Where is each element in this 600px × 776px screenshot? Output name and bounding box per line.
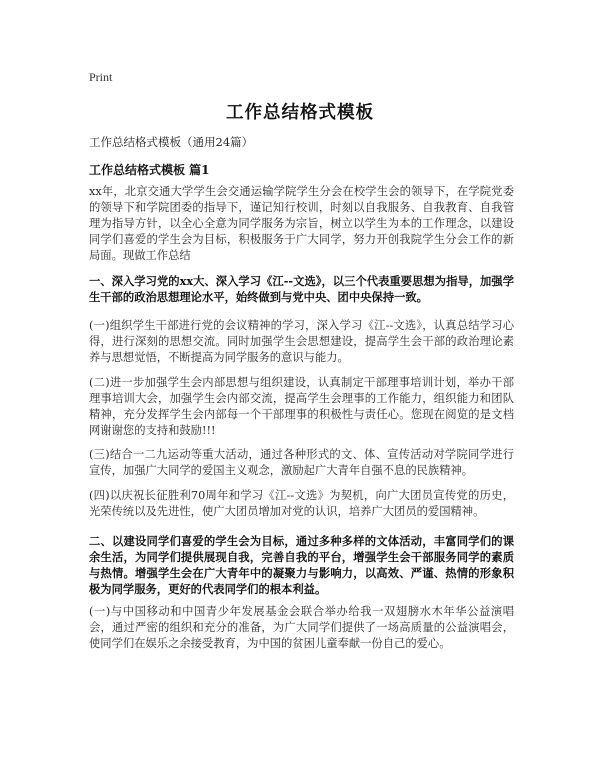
page-title: 工作总结格式模板 bbox=[226, 103, 374, 123]
paragraph-item-1: (一)组织学生干部进行党的会议精神的学习，深入学习《江--文选》，认真总结学习心得，进行深刻的思想交流。同时加强学生会思想建设，提高学生会干部的政治理论素养与思想觉悟，不断提高为同学服务的意识与能力。 bbox=[89, 319, 514, 364]
print-link[interactable]: Print bbox=[89, 70, 113, 84]
paragraph-item-5: (一)与中国移动和中国青少年发展基金会联合举办给我一双翅膀水木年华公益演唱会，通过严密的组织和充分的准备，为广大同学们提供了一场高质量的公益演唱会，使同学们在娱乐之余接受教育，为中国的贫困儿童奉献一份自己的爱心。 bbox=[89, 605, 514, 650]
document-subtitle: 工作总结格式模板（通用24篇） bbox=[89, 135, 254, 149]
paragraph-intro: xx年，北京交通大学学生会交通运输学院学生分会在校学生会的领导下，在学院党委的领导下和学院团委的指导下，谨记知行校训，时刻以自我服务、自我教育、自我管理为指导方针，以全心全意为同学服务为宗旨，树立以学生为本的工作理念，以建设同学们喜爱的学生会为目标，积极服务于广大同学，努力开创我院学生分会工作的新局面。现做工作总结 bbox=[89, 185, 514, 262]
paragraph-heading-1: 一、深入学习党的xx大、深入学习《江--文选》，以三个代表重要思想为指导，加强学生干部的政治思想理论水平，始终做到与党中央、团中央保持一致。 bbox=[89, 274, 514, 304]
paragraph-item-3: (三)结合一二九运动等重大活动，通过各种形式的文、体、宣传活动对学院同学进行宣传，加强广大同学的爱国主义观念，激励起广大青年自强不息的民族精神。 bbox=[89, 448, 514, 477]
paragraph-item-2: (二)进一步加强学生会内部思想与组织建设，认真制定干部理事培训计划，举办干部理事培训大会，加强学生会内部交流，提高学生会理事的工作能力，组织能力和团队精神，充分发挥学生会内部每一个干部理事的积极性与责任心。您现在阅览的是文档网谢谢您的支持和鼓励!!! bbox=[89, 376, 514, 437]
paragraph-item-4: (四)以庆祝长征胜利70周年和学习《江--文选》为契机，向广大团员宣传党的历史，光荣传统以及先进性，使广大团员增加对党的认识，培养广大团员的爱国精神。 bbox=[89, 489, 514, 518]
paragraph-heading-2: 二、以建设同学们喜爱的学生会为目标，通过多种多样的文体活动，丰富同学们的课余生活，为同学们提供展现自我，完善自我的平台，增强学生会干部服务同学的素质与热情。增强学生会在广大青年中的凝聚力与影响力，以高效、严谨、热情的形象积极为同学服务，更好的代表同学们的根本利益。 bbox=[89, 534, 514, 596]
section-heading: 工作总结格式模板 篇1 bbox=[89, 163, 210, 177]
